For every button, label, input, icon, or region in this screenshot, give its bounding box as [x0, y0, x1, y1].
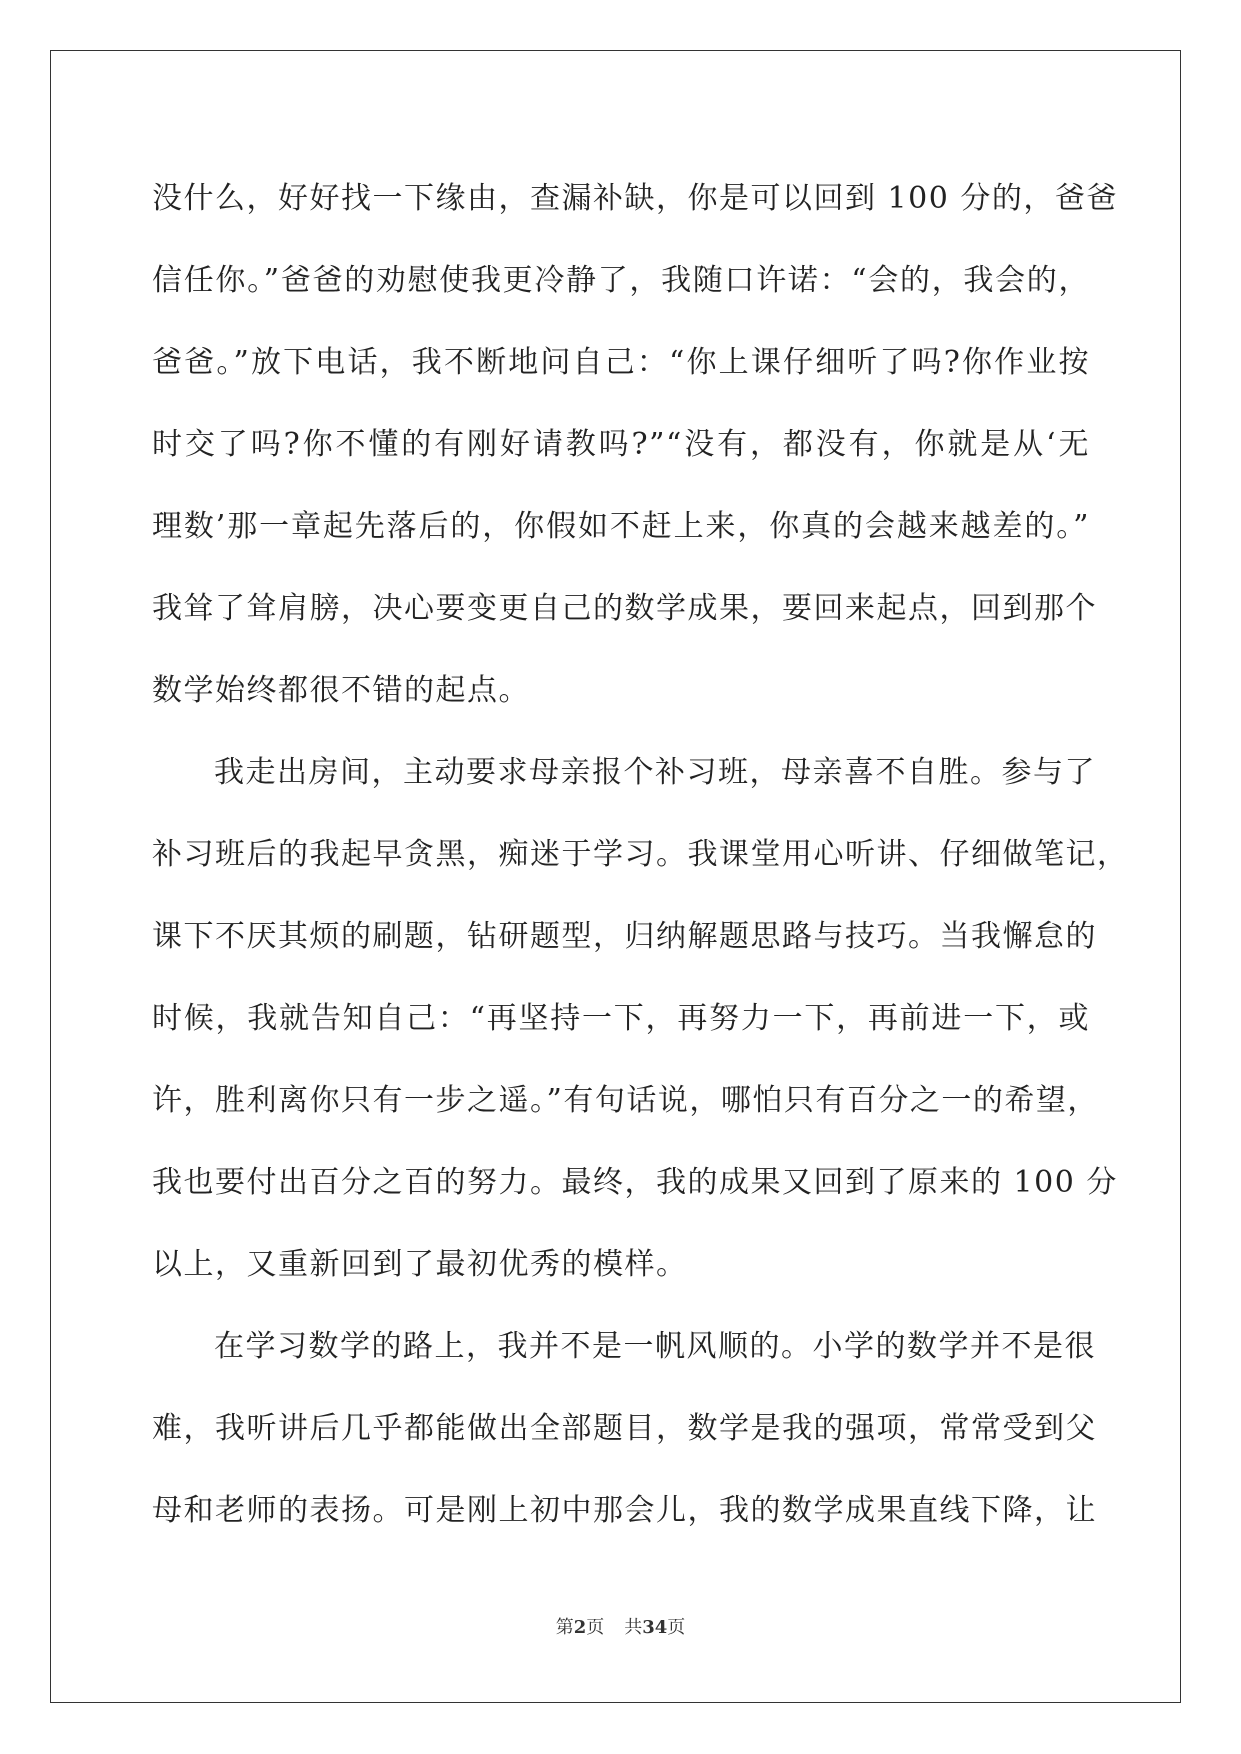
text-line: 爸爸。”放下电话，我不断地问自己：“你上课仔细听了吗?你作业按 — [152, 345, 1090, 380]
text-line: 母和老师的表扬。可是刚上初中那会儿，我的数学成果直线下降，让 — [152, 1493, 1097, 1528]
page-prefix: 第 — [555, 1617, 574, 1638]
total-suffix: 页 — [667, 1617, 686, 1638]
text-line: 我走出房间，主动要求母亲报个补习班，母亲喜不自胜。参与了 — [214, 755, 1096, 790]
text-line: 时候，我就告知自己：“再坚持一下，再努力一下，再前进一下，或 — [152, 1001, 1090, 1036]
page-number: 2 — [573, 1617, 587, 1638]
total-prefix: 共 — [624, 1617, 643, 1638]
text-line: 没什么，好好找一下缘由，查漏补缺，你是可以回到 100 分的，爸爸 — [152, 181, 1118, 216]
text-line: 数学始终都很不错的起点。 — [152, 673, 530, 708]
text-line: 信任你。”爸爸的劝慰使我更冷静了，我随口许诺：“会的，我会的， — [152, 263, 1090, 298]
text-line: 时交了吗?你不懂的有刚好请教吗?”“没有，都没有，你就是从‘无 — [152, 427, 1090, 462]
text-line: 在学习数学的路上，我并不是一帆风顺的。小学的数学并不是很 — [214, 1329, 1096, 1364]
text-line: 理数’那一章起先落后的，你假如不赶上来，你真的会越来越差的。” — [152, 509, 1090, 544]
text-line: 课下不厌其烦的刷题，钻研题型，归纳解题思路与技巧。当我懈怠的 — [152, 919, 1097, 954]
total-pages: 34 — [642, 1617, 668, 1638]
page-footer — [0, 1613, 1241, 1639]
page-suffix: 页 — [586, 1617, 605, 1638]
text-line: 难，我听讲后几乎都能做出全部题目，数学是我的强项，常常受到父 — [152, 1411, 1097, 1446]
text-line: 以上，又重新回到了最初优秀的模样。 — [152, 1247, 688, 1282]
text-line: 我耸了耸肩膀，决心要变更自己的数学成果，要回来起点，回到那个 — [152, 591, 1097, 626]
text-line: 我也要付出百分之百的努力。最终，我的成果又回到了原来的 100 分 — [152, 1165, 1118, 1200]
document-body — [152, 158, 1129, 1552]
text-line: 补习班后的我起早贪黑，痴迷于学习。我课堂用心听讲、仔细做笔记， — [152, 837, 1129, 872]
text-line: 许，胜利离你只有一步之遥。”有句话说，哪怕只有百分之一的希望， — [152, 1083, 1099, 1118]
